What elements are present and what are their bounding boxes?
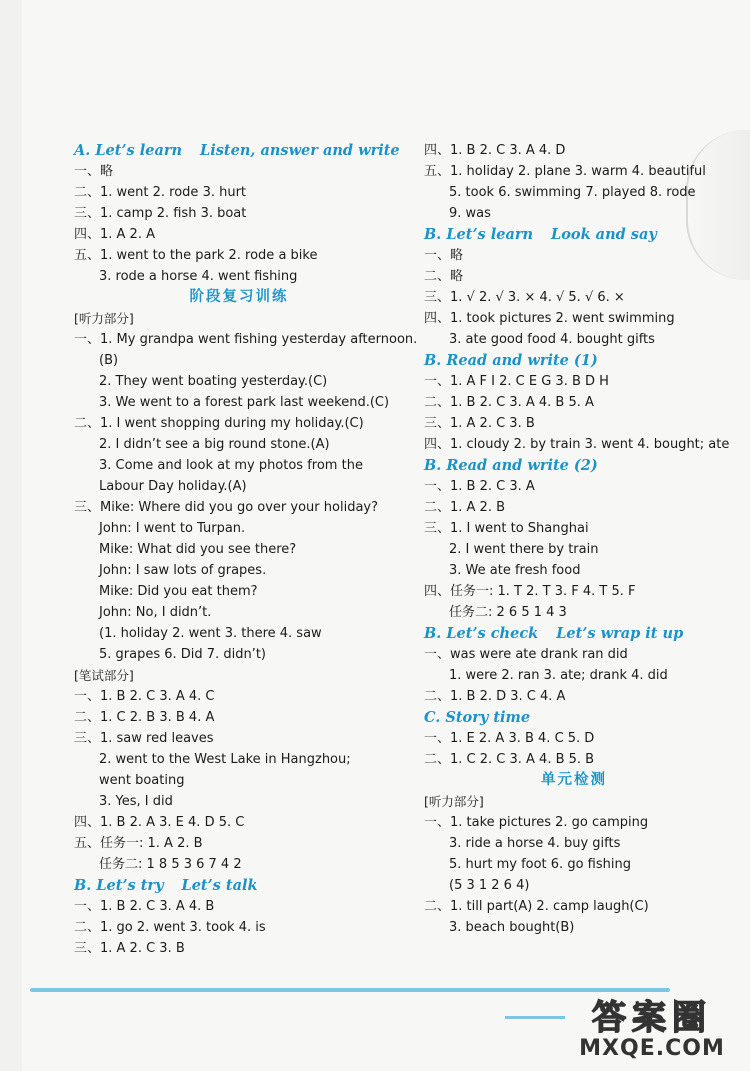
section-label: [听力部分] bbox=[74, 311, 134, 326]
watermark-logo bbox=[566, 1000, 738, 1066]
section-label: [听力部分] bbox=[424, 794, 484, 809]
section-label: [笔试部分] bbox=[74, 668, 134, 683]
answer-page bbox=[22, 0, 750, 1071]
answer-line: 五、1. holiday 2. plane 3. warm 4. beautiful bbox=[424, 164, 706, 179]
footer-rule bbox=[30, 988, 670, 992]
answer-line: (B) bbox=[99, 353, 119, 368]
answer-line: 一、1. B 2. C 3. A 4. C bbox=[74, 689, 215, 704]
section-heading-part: Look and say bbox=[551, 226, 657, 243]
footer-rule-short bbox=[505, 1016, 565, 1019]
answer-line: went boating bbox=[99, 773, 185, 788]
chapter-title: 单元检测 bbox=[541, 772, 607, 788]
answer-line: Mike: Did you eat them? bbox=[99, 584, 258, 599]
answer-line: 三、1. A 2. C 3. B bbox=[424, 416, 535, 431]
answer-line: 二、1. went 2. rode 3. hurt bbox=[74, 185, 247, 200]
answer-line: 3. Come and look at my photos from the bbox=[99, 458, 363, 473]
answer-line: 二、1. till part(A) 2. camp laugh(C) bbox=[424, 899, 649, 914]
answer-line: 1. were 2. ran 3. ate; drank 4. did bbox=[449, 668, 668, 683]
section-heading-part: B. Let’s try bbox=[74, 877, 164, 894]
answer-line: 2. I didn’t see a big round stone.(A) bbox=[99, 437, 330, 452]
answer-line: 四、1. took pictures 2. went swimming bbox=[424, 311, 675, 326]
answer-line: 一、1. A F I 2. C E G 3. B D H bbox=[424, 374, 609, 389]
answer-line: 四、1. B 2. C 3. A 4. D bbox=[424, 143, 566, 158]
section-heading-part: C. Story time bbox=[424, 709, 531, 726]
watermark-url: MXQE.COM bbox=[579, 1036, 725, 1061]
answer-line: 二、1. I went shopping during my holiday.(C) bbox=[74, 416, 364, 431]
answer-line: 一、1. E 2. A 3. B 4. C 5. D bbox=[424, 731, 595, 746]
section-heading-part: B. Read and write (2) bbox=[424, 457, 598, 474]
answer-line: 9. was bbox=[449, 206, 491, 221]
section-heading bbox=[424, 707, 724, 728]
answer-line: 一、1. B 2. C 3. A 4. B bbox=[74, 899, 215, 914]
section-heading bbox=[74, 140, 404, 161]
left-column bbox=[74, 140, 418, 959]
section-heading-part: A. Let’s learn bbox=[74, 142, 183, 159]
answer-line: 四、任务一: 1. T 2. T 3. F 4. T 5. F bbox=[424, 584, 636, 599]
answer-line: 五、任务一: 1. A 2. B bbox=[74, 836, 203, 851]
chapter-title: 阶段复习训练 bbox=[189, 289, 289, 305]
section-heading bbox=[424, 224, 724, 245]
answer-line: 3. rode a horse 4. went fishing bbox=[99, 269, 298, 284]
answer-line: 一、略 bbox=[74, 164, 114, 179]
answer-line: 3. ride a horse 4. buy gifts bbox=[449, 836, 621, 851]
answer-line: 一、略 bbox=[424, 248, 464, 263]
section-heading-part: Listen, answer and write bbox=[200, 142, 400, 159]
answer-line: John: I went to Turpan. bbox=[99, 521, 246, 536]
answer-line: 任务二: 1 8 5 3 6 7 4 2 bbox=[99, 857, 242, 872]
answer-line: 二、1. B 2. C 3. A 4. B 5. A bbox=[424, 395, 594, 410]
section-heading-part: Let’s talk bbox=[181, 877, 258, 894]
answer-line: 三、1. I went to Shanghai bbox=[424, 521, 589, 536]
answer-line: John: I saw lots of grapes. bbox=[99, 563, 267, 578]
section-heading-part: Let’s wrap it up bbox=[556, 625, 684, 642]
answer-line: John: No, I didn’t. bbox=[99, 605, 212, 620]
answer-line: 二、1. go 2. went 3. took 4. is bbox=[74, 920, 266, 935]
answer-line: 5. hurt my foot 6. go fishing bbox=[449, 857, 631, 872]
answer-line: Mike: What did you see there? bbox=[99, 542, 297, 557]
answer-line: (5 3 1 2 6 4) bbox=[449, 878, 530, 893]
answer-line: 五、1. went to the park 2. rode a bike bbox=[74, 248, 318, 263]
answer-line: 二、1. C 2. B 3. B 4. A bbox=[74, 710, 215, 725]
answer-line: 三、1. √ 2. √ 3. × 4. √ 5. √ 6. × bbox=[424, 290, 625, 305]
answer-line: 四、1. cloudy 2. by train 3. went 4. bought; ate bbox=[424, 437, 730, 452]
answer-line: 二、1. A 2. B bbox=[424, 500, 506, 515]
answer-line: 二、1. C 2. C 3. A 4. B 5. B bbox=[424, 752, 595, 767]
section-heading bbox=[424, 623, 724, 644]
answer-line: 2. went to the West Lake in Hangzhou; bbox=[99, 752, 351, 767]
answer-line: 二、略 bbox=[424, 269, 464, 284]
watermark-title: 答案圈 bbox=[592, 998, 712, 1038]
section-heading bbox=[424, 455, 724, 476]
answer-line: 5. took 6. swimming 7. played 8. rode bbox=[449, 185, 696, 200]
answer-line: 任务二: 2 6 5 1 4 3 bbox=[449, 605, 567, 620]
section-heading-part: B. Let’s check bbox=[424, 625, 539, 642]
answer-line: 3. We ate fresh food bbox=[449, 563, 581, 578]
answer-line: 5. grapes 6. Did 7. didn’t) bbox=[99, 647, 266, 662]
answer-line: 2. I went there by train bbox=[449, 542, 599, 557]
answer-line: 一、1. take pictures 2. go camping bbox=[424, 815, 649, 830]
answer-line: Labour Day holiday.(A) bbox=[99, 479, 247, 494]
section-heading bbox=[74, 875, 404, 896]
answer-line: 一、1. My grandpa went fishing yesterday afternoon. bbox=[74, 332, 418, 347]
answer-line: 三、1. A 2. C 3. B bbox=[74, 941, 185, 956]
answer-line: 三、1. saw red leaves bbox=[74, 731, 214, 746]
section-heading-part: B. Let’s learn bbox=[424, 226, 534, 243]
section-heading-part: B. Read and write (1) bbox=[424, 352, 598, 369]
answer-line: (1. holiday 2. went 3. there 4. saw bbox=[99, 626, 322, 641]
answer-line: 3. We went to a forest park last weekend.(C) bbox=[99, 395, 390, 410]
answer-line: 一、1. B 2. C 3. A bbox=[424, 479, 535, 494]
section-heading bbox=[424, 350, 724, 371]
right-column bbox=[424, 140, 730, 938]
answer-line: 2. They went boating yesterday.(C) bbox=[99, 374, 328, 389]
answer-line: 三、1. camp 2. fish 3. boat bbox=[74, 206, 247, 221]
answer-line: 一、was were ate drank ran did bbox=[424, 647, 628, 662]
answer-line: 四、1. B 2. A 3. E 4. D 5. C bbox=[74, 815, 245, 830]
answer-line: 四、1. A 2. A bbox=[74, 227, 155, 242]
answer-line: 二、1. B 2. D 3. C 4. A bbox=[424, 689, 566, 704]
answer-line: 3. Yes, I did bbox=[99, 794, 173, 809]
answer-line: 3. ate good food 4. bought gifts bbox=[449, 332, 655, 347]
answer-line: 三、Mike: Where did you go over your holiday? bbox=[74, 500, 379, 515]
answer-line: 3. beach bought(B) bbox=[449, 920, 575, 935]
